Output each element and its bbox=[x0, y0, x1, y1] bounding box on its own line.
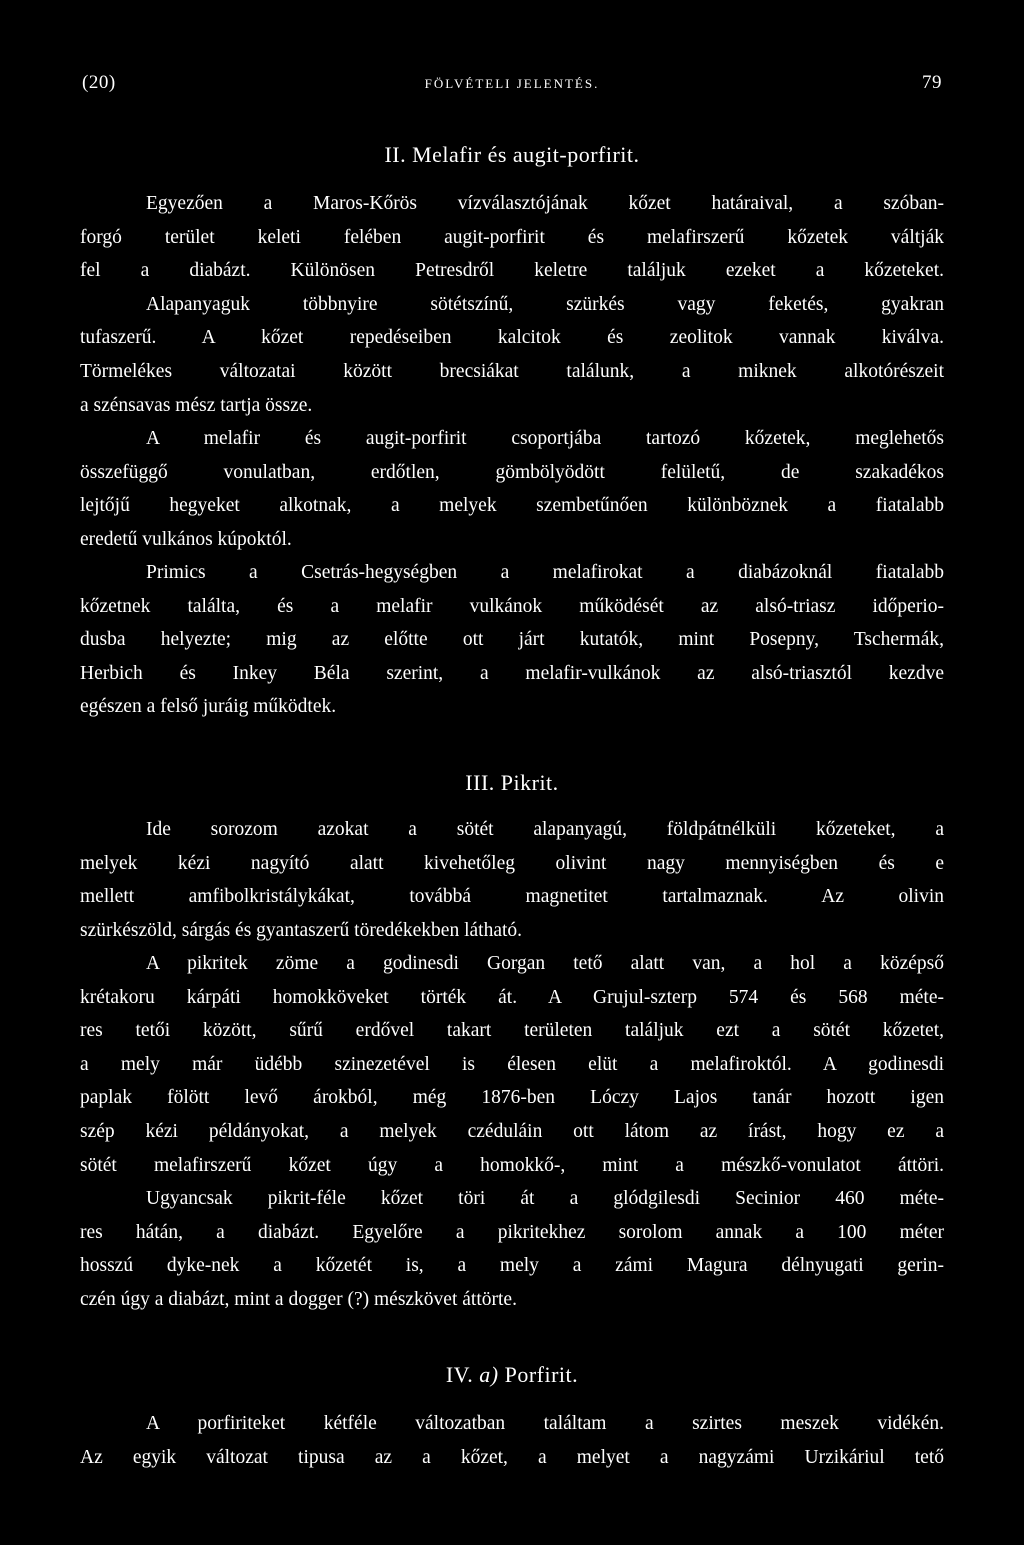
text-line: Primics a Csetrás-hegységben a melafirokat a diabázoknál fiatalabb bbox=[146, 562, 944, 583]
text-line: Az egyik változat tipusa az a kőzet, a melyet a nagyzámi Urzikáriul tető bbox=[80, 1446, 944, 1468]
page-header bbox=[82, 72, 942, 102]
text-line: paplak fölött levő árokból, még 1876-ben Lóczy Lajos tanár hozott igen bbox=[80, 1087, 944, 1109]
text-line: Ugyancsak pikrit-féle kőzet töri át a glódgilesdi Secinior 460 méte- bbox=[146, 1188, 944, 1210]
running-title: FÖLVÉTELI JELENTÉS. bbox=[424, 76, 600, 91]
text-line: a mely már üdébb szinezetével is élesen elüt a melafiroktól. A godinesdi bbox=[80, 1053, 944, 1075]
text-line: a szénsavas mész tartja össze. bbox=[80, 394, 313, 416]
text-line: krétakoru kárpáti homokköveket törték át. A Grujul-szterp 574 és 568 méte- bbox=[80, 986, 944, 1008]
paragraph bbox=[80, 1407, 944, 1474]
section-name: Porfirit. bbox=[504, 1362, 579, 1387]
text-line: szürkészöld, sárgás és gyantaszerű töredékekben látható. bbox=[80, 919, 523, 941]
section-title-pikrit: III. Pikrit. bbox=[465, 770, 559, 795]
paragraph bbox=[80, 947, 944, 1317]
text-line: A pikritek zöme a godinesdi Gorgan tető alatt van, a hol a középső bbox=[146, 953, 944, 974]
text-line: sötét melafirszerű kőzet úgy a homokkő-, mint a mészkő-vonulatot áttöri. bbox=[80, 1154, 944, 1176]
subsection-letter: a) bbox=[479, 1362, 499, 1387]
text-line: A melafir és augit-porfirit csoportjába tartozó kőzetek, meglehetős bbox=[146, 428, 944, 449]
text-line: egészen a felső juráig működtek. bbox=[80, 696, 337, 718]
paragraph bbox=[80, 813, 944, 947]
text-line: lejtőjű hegyeket alkotnak, a melyek szembetűnően különböznek a fiatalabb bbox=[80, 495, 944, 517]
text-line: fel a diabázt. Különösen Petresdről keletre találjuk ezeket a kőzeteket. bbox=[80, 260, 944, 282]
text-line: kőzetnek találta, és a melafir vulkánok működését az alsó-triasz időperio- bbox=[80, 595, 944, 617]
section-title-melafir: II. Melafir és augit-porfirit. bbox=[384, 142, 640, 167]
paragraph bbox=[80, 556, 944, 724]
section-number: IV. bbox=[445, 1362, 474, 1387]
text-line: forgó terület keleti felében augit-porfirit és melafirszerű kőzetek váltják bbox=[80, 226, 944, 248]
text-line: mellett amfibolkristálykákat, továbbá magnetitet tartalmaznak. Az olivin bbox=[80, 886, 944, 908]
page-number-left: (20) bbox=[82, 72, 116, 93]
text-line: A porfiriteket kétféle változatban találtam a szirtes meszek vidékén. bbox=[146, 1413, 944, 1434]
text-line: tufaszerű. A kőzet repedéseiben kalcitok és zeolitok vannak kiválva. bbox=[80, 327, 944, 349]
text-line: eredetű vulkános kúpoktól. bbox=[80, 528, 292, 550]
text-line: melyek kézi nagyító alatt kivehetőleg olivint nagy mennyiségben és e bbox=[80, 852, 944, 874]
text-line: Törmelékes változatai között brecsiákat találunk, a miknek alkotórészeit bbox=[80, 360, 944, 382]
text-line: Ide sorozom azokat a sötét alapanyagú, földpátnélküli kőzeteket, a bbox=[146, 819, 944, 840]
text-line: czén úgy a diabázt, mint a dogger (?) mészkövet áttörte. bbox=[80, 1288, 517, 1310]
text-line: res tetői között, sűrű erdővel takart területen találjuk ezt a sötét kőzetet, bbox=[80, 1020, 944, 1042]
text-line: dusba helyezte; mig az előtte ott járt kutatók, mint Posepny, Tschermák, bbox=[80, 629, 944, 651]
text-line: Alapanyaguk többnyire sötétszínű, szürkés vagy feketés, gyakran bbox=[146, 293, 944, 315]
paragraph bbox=[80, 422, 944, 556]
text-line: Herbich és Inkey Béla szerint, a melafir-vulkánok az alsó-triasztól kezdve bbox=[80, 662, 944, 684]
text-line: Egyezően a Maros-Kőrös vízválasztójának kőzet határaival, a szóban- bbox=[146, 193, 944, 214]
section-title-porfirit bbox=[0, 1362, 1024, 1388]
text-line: hosszú dyke-nek a kőzetét is, a mely a zámi Magura délnyugati gerin- bbox=[80, 1255, 944, 1277]
text-line: res hátán, a diabázt. Egyelőre a pikritekhez sorolom annak a 100 méter bbox=[80, 1221, 944, 1243]
paragraph bbox=[80, 187, 944, 422]
text-line: szép kézi példányokat, a melyek czéduláin ott látom az írást, hogy ez a bbox=[80, 1120, 944, 1142]
page-number-right: 79 bbox=[922, 72, 942, 93]
text-line: összefüggő vonulatban, erdőtlen, gömbölyödött felületű, de szakadékos bbox=[80, 461, 944, 483]
